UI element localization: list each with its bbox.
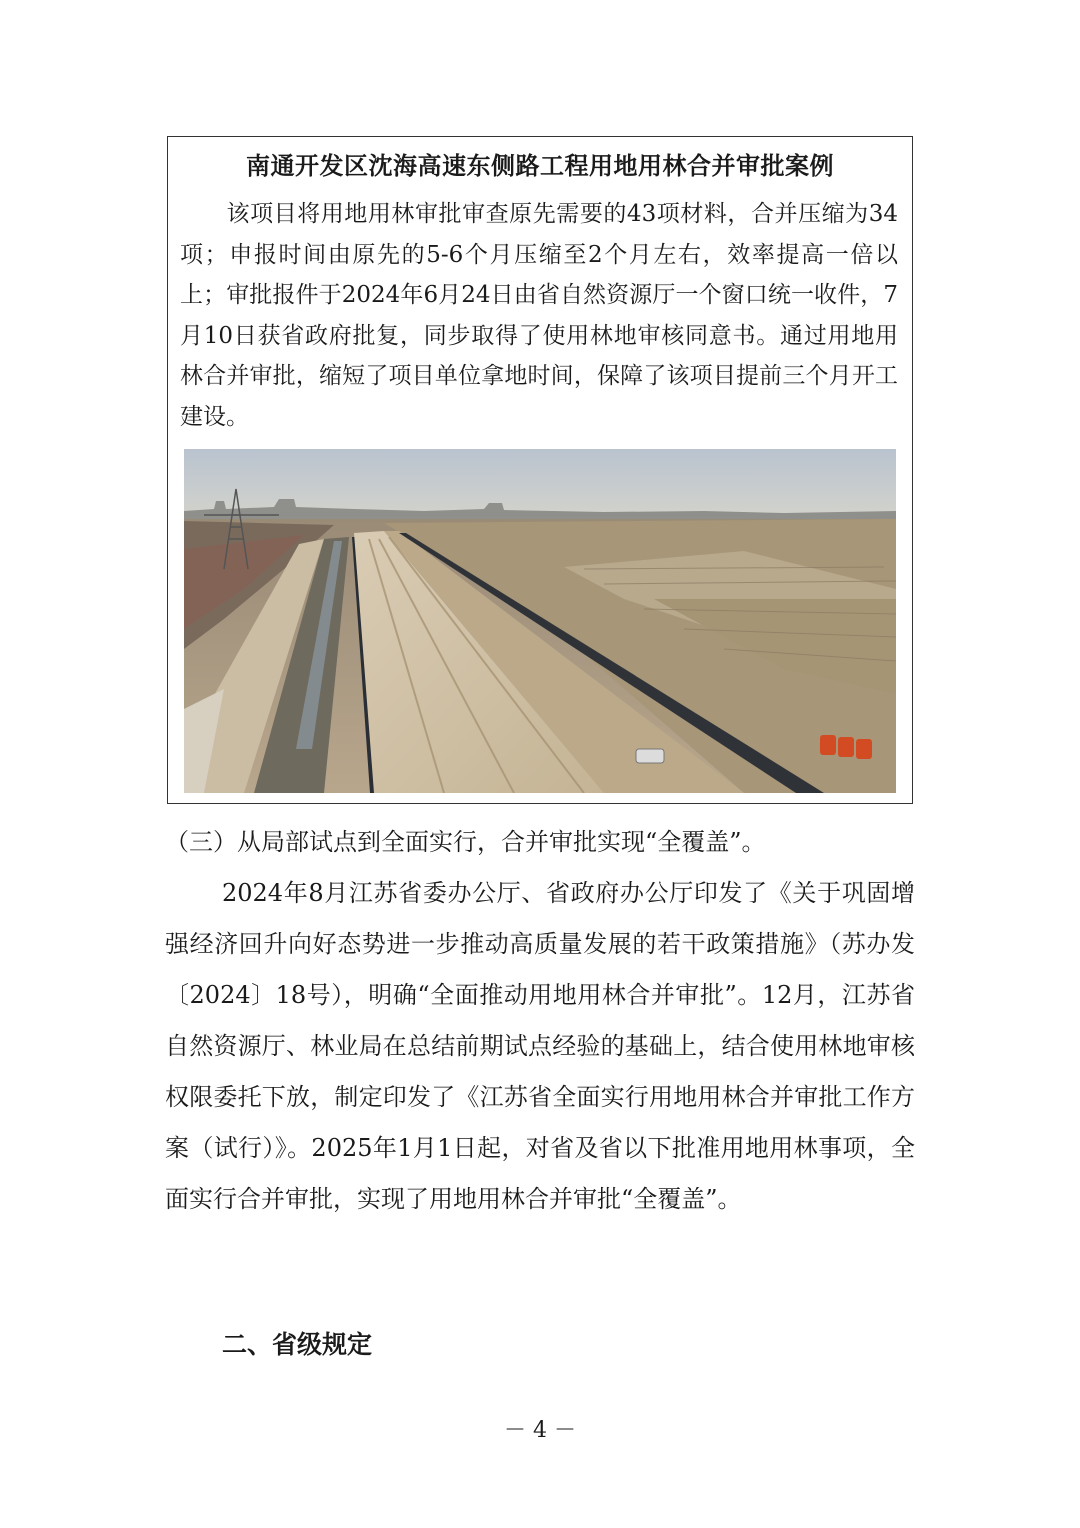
subsection-heading: （三）从局部试点到全面实行，合并审批实现“全覆盖”。 [165,828,766,856]
body-paragraph: 2024年8月江苏省委办公厅、省政府办公厅印发了《关于巩固增强经济回升向好态势进一步推动高质量发展的若干政策措施》（苏办发〔2024〕18号），明确“全面推动用地用林合并审批”。12月，江苏省自然资源厅、林业局在总结前期试点经验的基础上，结合使用林地审核权限委托下放，制定印发了《江苏省全面实行用地用林合并审批工作方案（试行）》。2025年1月1日起，对省及省以下批准用地用林事项，全面实行合并审批，实现了用地用林合并审批“全覆盖”。 [165,879,915,1213]
case-text: 该项目将用地用林审批审查原先需要的43项材料，合并压缩为34项；申报时间由原先的5-6个月压缩至2个月左右，效率提高一倍以上；审批报件于2024年6月24日由省自然资源厅一个窗口统一收件，7月10日获省政府批复，同步取得了使用林地审核同意书。通过用地用林合并审批，缩短了项目单位拿地时间，保障了该项目提前三个月开工建设。 [180,201,898,430]
section-heading: 二、省级规定 [222,1330,373,1359]
aerial-road-construction-photo [184,449,896,793]
page-number: － 4 － [504,1418,576,1443]
case-text-block [180,194,898,437]
case-study-box [167,136,913,804]
body-paragraph-block [165,868,915,1225]
case-title: 南通开发区沈海高速东侧路工程用地用林合并审批案例 [246,152,834,180]
